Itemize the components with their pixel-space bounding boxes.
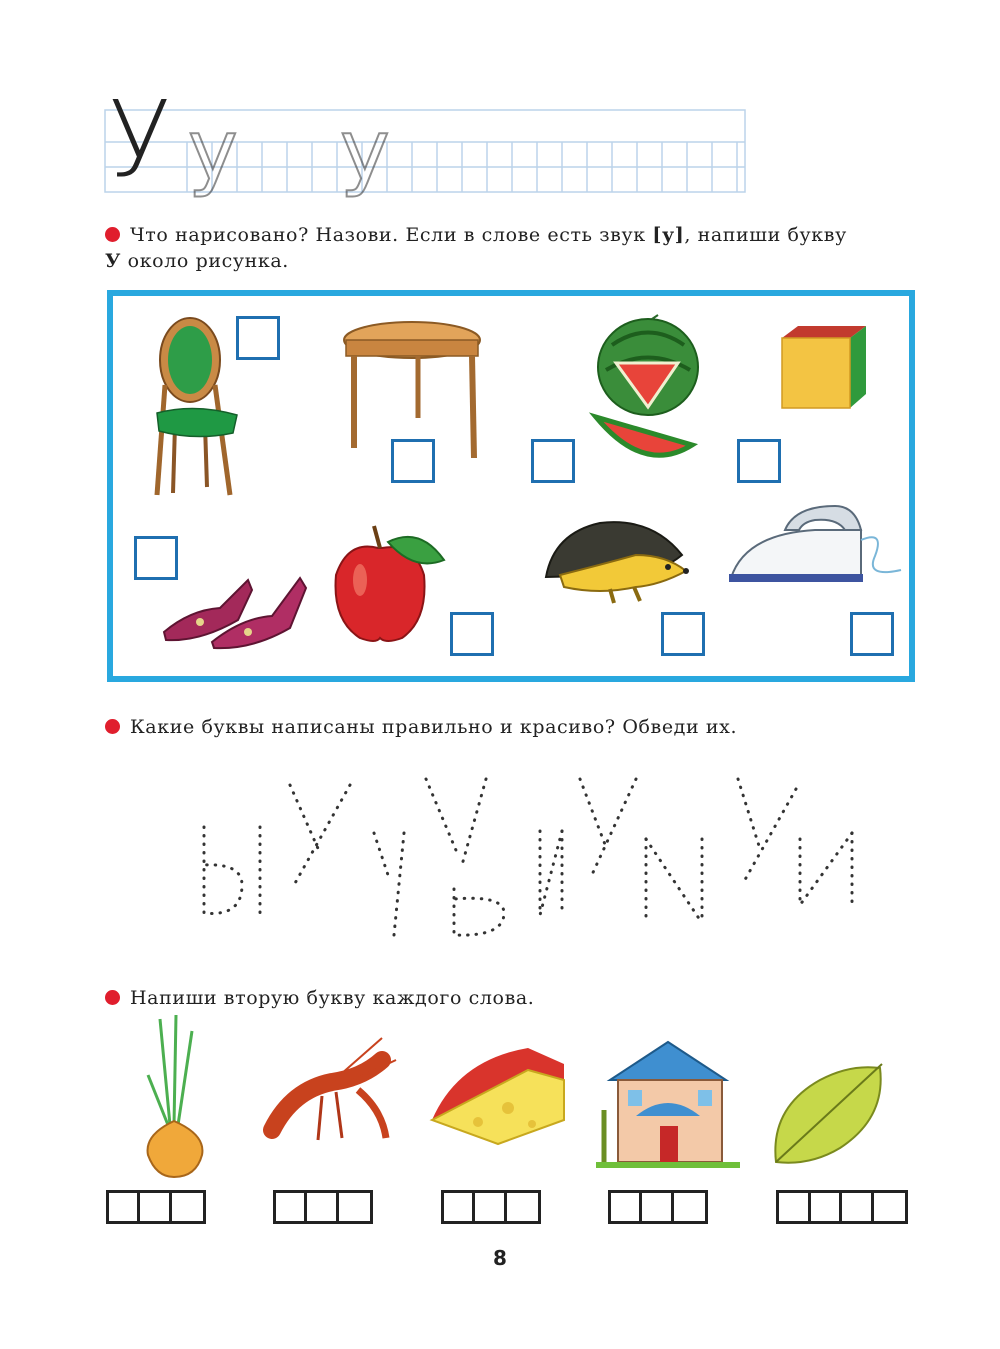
task2-instruction: Какие буквы написаны правильно и красиво? Обведи их. (105, 714, 737, 740)
letter-cell[interactable] (611, 1193, 642, 1221)
onion-icon (140, 1015, 210, 1185)
word-cells-onion (106, 1190, 206, 1224)
copybook-letter: У (108, 78, 172, 200)
letter-cell[interactable] (842, 1193, 874, 1221)
word-cells-crayfish (273, 1190, 373, 1224)
letter-cell[interactable] (339, 1193, 370, 1221)
letter-cell[interactable] (109, 1193, 140, 1221)
hedgehog-icon (540, 515, 690, 607)
bullet-icon (105, 990, 120, 1005)
word-cells-leaf (776, 1190, 908, 1224)
letter-cell[interactable] (507, 1193, 538, 1221)
answer-box-iron[interactable] (850, 612, 894, 656)
letter-cell[interactable] (307, 1193, 338, 1221)
page-number: 8 (493, 1246, 507, 1270)
leaf-icon (770, 1058, 890, 1168)
crayfish-icon (262, 1030, 397, 1150)
watermelon-icon (592, 315, 704, 470)
iron-icon (725, 500, 905, 590)
letter-cell[interactable] (172, 1193, 203, 1221)
letter-cell[interactable] (674, 1193, 705, 1221)
shoes-icon (160, 570, 310, 650)
cheese-icon (428, 1040, 568, 1150)
letter-cell[interactable] (444, 1193, 475, 1221)
letter-cell[interactable] (811, 1193, 843, 1221)
letter-cell[interactable] (642, 1193, 673, 1221)
word-cells-cheese (441, 1190, 541, 1224)
task3-instruction: Напиши вторую букву каждого слова. (105, 985, 534, 1011)
apple-icon (330, 520, 448, 645)
bullet-icon (105, 227, 120, 242)
letter-cell[interactable] (874, 1193, 905, 1221)
copybook-dotted-letter-2: у (340, 101, 390, 199)
answer-box-hedgehog[interactable] (661, 612, 705, 656)
cube-icon (778, 322, 870, 412)
dotted-letters-group[interactable] (190, 775, 870, 945)
bullet-icon (105, 719, 120, 734)
task1-instruction: Что нарисовано? Назови. Если в слове есть звук [у], напиши букву У около рисунка. (105, 224, 847, 272)
answer-box-chair[interactable] (236, 316, 280, 360)
answer-box-watermelon[interactable] (531, 439, 575, 483)
letter-cell[interactable] (779, 1193, 811, 1221)
letter-cell[interactable] (140, 1193, 171, 1221)
chair-icon (145, 315, 245, 500)
answer-box-apple[interactable] (450, 612, 494, 656)
house-icon (596, 1030, 740, 1168)
answer-box-table[interactable] (391, 439, 435, 483)
letter-cell[interactable] (475, 1193, 506, 1221)
word-cells-house (608, 1190, 708, 1224)
answer-box-cube[interactable] (737, 439, 781, 483)
copybook-dotted-letter-1: у (188, 101, 238, 199)
letter-cell[interactable] (276, 1193, 307, 1221)
